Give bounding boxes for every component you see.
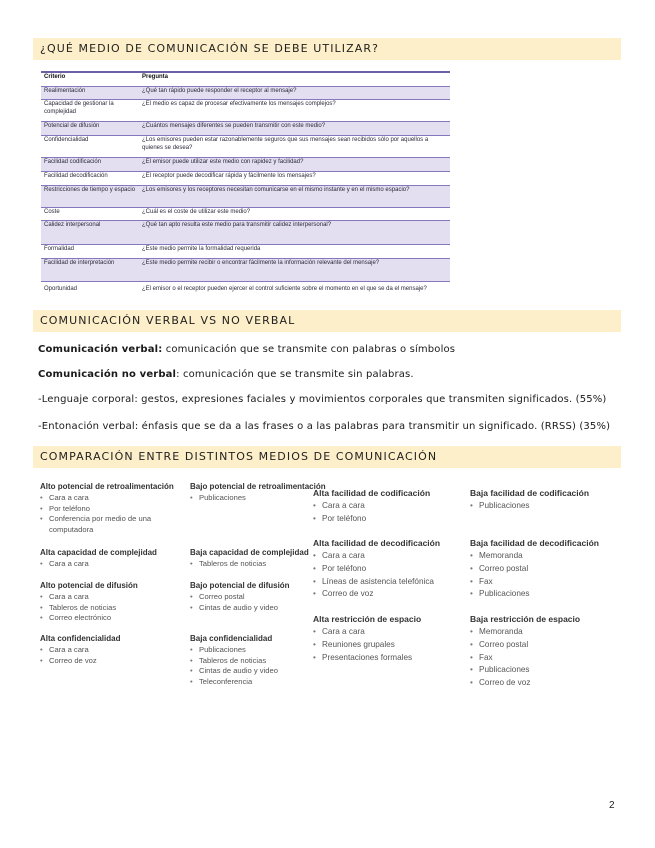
list-item: • Correo postal <box>470 563 599 576</box>
list-item: • Correo de voz <box>470 677 580 690</box>
table-row <box>41 282 450 298</box>
table-row <box>41 100 450 122</box>
section-title: ¿QUÉ MEDIO DE COMUNICACIÓN SE DEBE UTILIZAR? <box>40 42 380 55</box>
paragraph-no-verbal <box>38 369 414 380</box>
list-item: • Cara a cara <box>313 626 421 639</box>
cell-criterio: Capacidad de gestionar la complejidad <box>44 101 114 115</box>
list-item: • Conferencia por medio de una <box>40 514 174 525</box>
group-alta-codificacion <box>313 488 430 526</box>
term-verbal: Comunicación verbal: <box>38 344 163 355</box>
cell-pregunta: ¿Cuántos mensajes diferentes se pueden transmitir con este medio? <box>142 123 326 129</box>
list-item: • Por teléfono <box>313 563 440 576</box>
group-title: Alta facilidad de decodificación <box>313 538 441 548</box>
table-row <box>41 208 450 221</box>
cell-criterio: Coste <box>44 209 60 215</box>
cell-pregunta: ¿Qué tan rápido puede responder el receptor al mensaje? <box>142 88 297 94</box>
cell-pregunta: ¿Los emisores pueden estar razonablemente seguros que sus mensajes sean recibidos sólo por aquellos a quienes se desea? <box>142 137 429 151</box>
cell-criterio: Potencial de difusión <box>44 123 100 129</box>
table-row <box>41 186 450 208</box>
group-title: Baja confidencialidad <box>190 634 273 643</box>
group-title: Baja restricción de espacio <box>470 614 581 624</box>
list-item: • Cintas de audio y video <box>190 603 290 614</box>
list-item: • Tableros de noticias <box>190 559 309 570</box>
cell-pregunta: ¿El emisor puede utilizar este medio con rapidez y facilidad? <box>142 159 304 165</box>
group-title: Baja facilidad de decodificación <box>470 538 599 548</box>
table-row <box>41 158 450 172</box>
cell-pregunta: ¿Este medio permite recibir o encontrar fácilmente la información relevante del mensaje? <box>142 260 380 266</box>
group-title: Bajo potencial de retroalimentación <box>190 482 326 491</box>
definition-verbal: comunicación que se transmite con palabras o símbolos <box>162 344 456 355</box>
cell-pregunta: ¿El emisor o el receptor pueden ejercer el control suficiente sobre el momento en el que se da el mensaje? <box>142 286 427 292</box>
paragraph-verbal <box>38 344 455 355</box>
list-item: • Correo de voz <box>40 656 120 667</box>
group-title: Bajo potencial de difusión <box>190 581 290 590</box>
list-item: • Cara a cara <box>40 493 174 504</box>
list-item: • Publicaciones <box>470 664 580 677</box>
section-header-medio <box>33 38 621 60</box>
list-item: • Tableros de noticias <box>190 656 278 667</box>
cell-pregunta: ¿El receptor puede decodificar rápida y fácilmente los mensajes? <box>142 173 316 179</box>
list-item: • Fax <box>470 652 580 665</box>
header-pregunta: Pregunta <box>142 74 169 80</box>
list-item: • Correo postal <box>470 639 580 652</box>
header-criterio: Criterio <box>44 74 66 80</box>
list-item: • Cara a cara <box>40 592 138 603</box>
cell-criterio: Facilidad de interpretación <box>44 260 115 266</box>
cell-criterio: Realimentación <box>44 88 86 94</box>
cell-pregunta: ¿Este medio permite la formalidad requerida <box>142 246 261 252</box>
paragraph-entonacion: -Entonación verbal: énfasis que se da a las frases o a las palabras para transmitir un significado. (RRSS) (35%) <box>38 421 611 432</box>
paragraph-lenguaje-corporal: -Lenguaje corporal: gestos, expresiones faciales y movimientos corporales que transmiten significados. (55%) <box>38 394 607 405</box>
group-bajo-difusion <box>190 581 290 613</box>
list-item: • Correo de voz <box>313 588 440 601</box>
list-item: • Cara a cara <box>313 500 430 513</box>
section-header-comparacion <box>33 446 621 468</box>
cell-criterio: Calidez interpersonal <box>44 222 101 228</box>
group-alta-decodificacion <box>313 538 440 601</box>
cell-pregunta: ¿Los emisores y los receptores necesitan comunicarse en el mismo instante y en el mismo espacio? <box>142 187 410 193</box>
list-item: • Por teléfono <box>313 513 430 526</box>
group-alto-retroalimentacion <box>40 482 174 535</box>
group-title: Alta restricción de espacio <box>313 614 422 624</box>
list-item: • Correo electrónico <box>40 613 138 624</box>
table-row <box>41 122 450 136</box>
list-item: • Por teléfono <box>40 504 174 515</box>
table-row <box>41 221 450 245</box>
criteria-table <box>41 71 450 298</box>
cell-pregunta: ¿Cuál es el coste de utilizar este medio? <box>142 209 251 215</box>
table-row <box>41 87 450 100</box>
list-item: • Presentaciones formales <box>313 652 421 665</box>
group-title: Alto potencial de retroalimentación <box>40 482 174 491</box>
table-header <box>41 73 450 87</box>
cell-pregunta: ¿Qué tan apto resulta este medio para transmitir calidez interpersonal? <box>142 222 332 228</box>
cell-criterio: Confidencialidad <box>44 137 89 143</box>
list-item: • Cara a cara <box>313 550 440 563</box>
section-header-verbal <box>33 310 621 332</box>
group-alta-complejidad <box>40 548 157 570</box>
group-bajo-retroalimentacion <box>190 482 326 504</box>
list-item: • Cara a cara <box>40 559 157 570</box>
group-baja-complejidad <box>190 548 309 570</box>
list-item-continuation: computadora <box>49 524 94 534</box>
cell-criterio: Restricciones de tiempo y espacio <box>44 187 136 193</box>
table-row <box>41 136 450 158</box>
group-alta-confidencialidad <box>40 634 120 666</box>
page-number: 2 <box>609 800 615 811</box>
table-row <box>41 259 450 282</box>
list-item: • Teleconferencia <box>190 677 278 688</box>
table-row <box>41 245 450 259</box>
group-title: Baja capacidad de complejidad <box>190 548 309 557</box>
list-item: • Memoranda <box>470 626 580 639</box>
list-item: • Memoranda <box>470 550 599 563</box>
cell-criterio: Facilidad decodificación <box>44 173 108 179</box>
list-item: • Cara a cara <box>40 645 120 656</box>
definition-no-verbal: : comunicación que se transmite sin palabras. <box>176 369 414 380</box>
section-title: COMPARACIÓN ENTRE DISTINTOS MEDIOS DE COMUNICACIÓN <box>40 450 438 463</box>
group-baja-restriccion <box>470 614 580 690</box>
group-baja-codificacion <box>470 488 589 513</box>
group-title: Baja facilidad de codificación <box>470 488 590 498</box>
list-item: • Publicaciones <box>190 493 326 504</box>
list-item: • Publicaciones <box>470 588 599 601</box>
list-item: • Cintas de audio y video <box>190 666 278 677</box>
list-item: • Correo postal <box>190 592 290 603</box>
group-title: Alta confidencialidad <box>40 634 121 643</box>
table-row <box>41 172 450 186</box>
cell-criterio: Oportunidad <box>44 286 78 292</box>
group-alto-difusion <box>40 581 138 624</box>
group-title: Alto potencial de difusión <box>40 581 138 590</box>
list-item: • Reuniones grupales <box>313 639 421 652</box>
group-baja-confidencialidad <box>190 634 278 687</box>
list-item: • Fax <box>470 576 599 589</box>
group-baja-decodificacion <box>470 538 599 601</box>
group-title: Alta facilidad de codificación <box>313 488 431 498</box>
list-item: • Tableros de noticias <box>40 603 138 614</box>
term-no-verbal: Comunicación no verbal <box>38 369 177 380</box>
group-alta-restriccion <box>313 614 421 664</box>
list-item: • Publicaciones <box>190 645 278 656</box>
list-item: • Líneas de asistencia telefónica <box>313 576 440 589</box>
cell-pregunta: ¿El medio es capaz de procesar efectivamente los mensajes complejos? <box>142 101 336 107</box>
list-item: • Publicaciones <box>470 500 589 513</box>
section-title: COMUNICACIÓN VERBAL VS NO VERBAL <box>40 314 296 327</box>
cell-criterio: Facilidad codificación <box>44 159 102 165</box>
cell-criterio: Formalidad <box>44 246 75 252</box>
group-title: Alta capacidad de complejidad <box>40 548 157 557</box>
